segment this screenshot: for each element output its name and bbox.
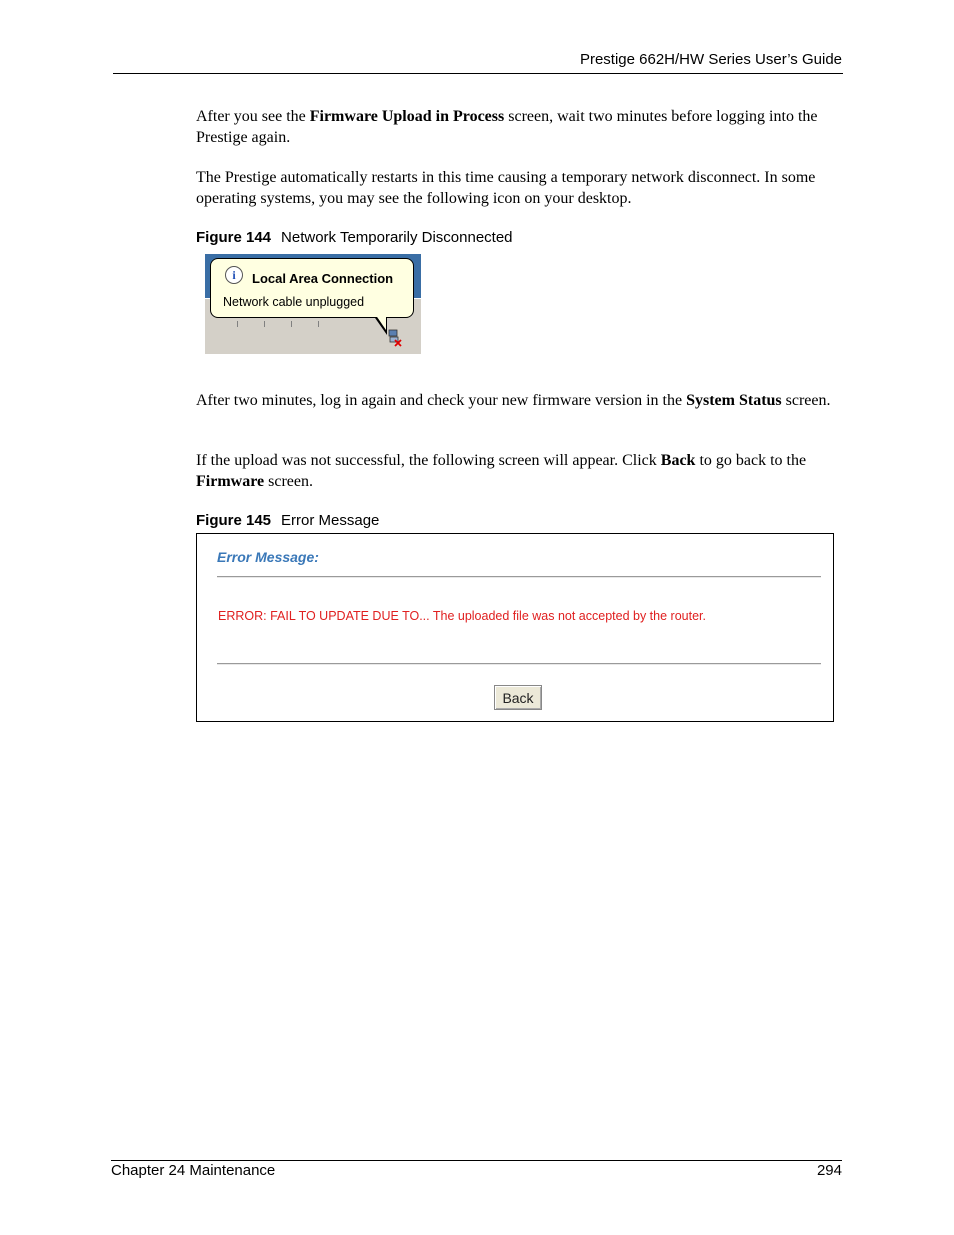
footer-chapter: Chapter 24 Maintenance — [111, 1162, 276, 1179]
p4-text-mid: to go back to the — [695, 452, 807, 469]
info-icon: i — [225, 266, 243, 284]
p3-text-end: screen. — [781, 392, 831, 409]
balloon-tail-fill — [375, 314, 386, 330]
error-text: ERROR: FAIL TO UPDATE DUE TO... The uploaded file was not accepted by the router. — [218, 609, 706, 623]
p3-text: After two minutes, log in again and check your new firmware version in the — [196, 392, 687, 409]
p4-bold-back: Back — [660, 452, 696, 469]
error-top-divider — [217, 576, 821, 578]
footer-page-number: 294 — [816, 1162, 842, 1179]
p4-text: If the upload was not successful, the following screen will appear. Click — [196, 452, 661, 469]
notification-balloon[interactable] — [210, 258, 414, 318]
paragraph-upload-failed — [196, 451, 842, 492]
p4-text-end: screen. — [264, 472, 313, 490]
error-message-panel — [196, 533, 834, 722]
header-rule — [113, 73, 843, 74]
balloon-message: Network cable unplugged — [223, 295, 365, 309]
error-bottom-divider — [217, 663, 821, 665]
paragraph-check-version — [196, 391, 842, 412]
figure-145-number: Figure 145 — [196, 512, 272, 529]
paragraph-firmware-upload — [196, 107, 842, 148]
back-button[interactable]: Back — [494, 685, 542, 710]
p1-bold: Firmware Upload in Process — [309, 108, 505, 125]
p1-text: After you see the — [196, 108, 310, 125]
figure-145-caption — [196, 512, 379, 529]
figure-144-number: Figure 144 — [196, 229, 272, 246]
paragraph-restart: The Prestige automatically restarts in this time causing a temporary network disconnect. In some operating systems, you may see the following icon on your desktop. — [196, 169, 816, 207]
figure-144-caption — [196, 229, 513, 246]
network-disconnected-icon[interactable] — [388, 329, 402, 347]
p4-bold-firmware: Firmware — [196, 472, 265, 490]
figure-145-title: Error Message — [281, 512, 380, 529]
running-header: Prestige 662H/HW Series User’s Guide — [579, 51, 842, 68]
error-title: Error Message: — [217, 549, 319, 565]
figure-144-title: Network Temporarily Disconnected — [281, 229, 513, 246]
tray-notification-figure — [205, 254, 421, 354]
p1-text-end: screen, wait two minutes before logging into the Prestige again. — [196, 108, 818, 146]
p3-bold: System Status — [686, 392, 782, 409]
footer-rule — [111, 1160, 842, 1161]
balloon-title: Local Area Connection — [252, 271, 394, 286]
